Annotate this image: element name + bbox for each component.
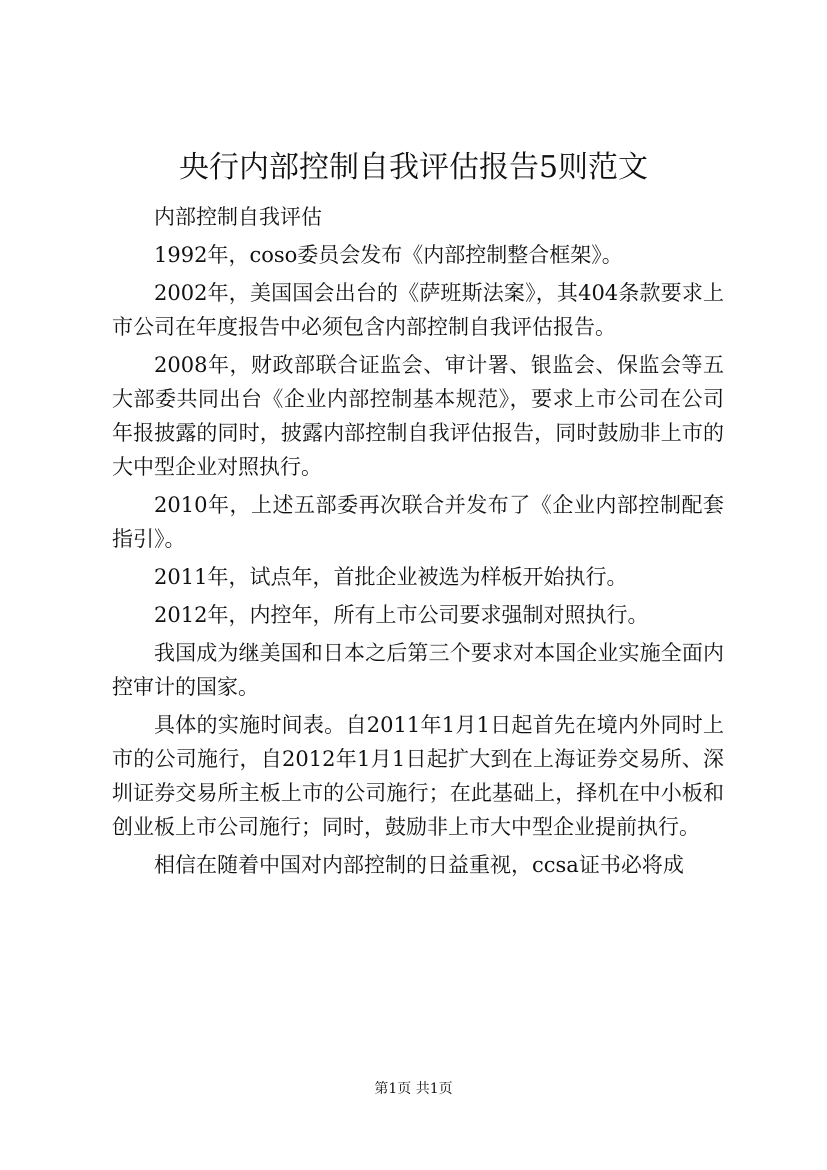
paragraph: 1992年，coso委员会发布《内部控制整合框架》。 [154, 243, 623, 267]
paragraph: 2012年，内控年，所有上市公司要求强制对照执行。 [154, 603, 649, 627]
paragraph: 我国成为继美国和日本之后第三个要求对本国企业实施全面内控审计的国家。 [112, 641, 724, 699]
paragraph: 2008年，财政部联合证监会、审计署、银监会、保监会等五大部委共同出台《企业内部控制基本规范》，要求上市公司在公司年报披露的同时，披露内部控制自我评估报告，同时鼓励非上市的大中型企业对照执行。 [112, 353, 724, 479]
document-body [112, 200, 724, 886]
paragraph: 2002年，美国国会出台的《萨班斯法案》，其404条款要求上市公司在年度报告中必须包含内部控制自我评估报告。 [112, 281, 724, 339]
paragraph: 2011年，试点年，首批企业被选为样板开始执行。 [154, 565, 628, 589]
paragraph: 相信在随着中国对内部控制的日益重视，ccsa证书必将成 [154, 853, 684, 877]
document-title: 央行内部控制自我评估报告5则范文 [178, 150, 649, 185]
paragraph: 具体的实施时间表。自2011年1月1日起首先在境内外同时上市的公司施行，自2012年1月1日起扩大到在上海证券交易所、深圳证券交易所主板上市的公司施行；在此基础上，择机在中小板和创业板上市公司施行；同时，鼓励非上市大中型企业提前执行。 [112, 713, 724, 839]
page-footer: 第1页 共1页 [374, 1081, 453, 1097]
paragraph: 2010年，上述五部委再次联合并发布了《企业内部控制配套指引》。 [112, 493, 724, 551]
paragraph: 内部控制自我评估 [154, 205, 322, 229]
